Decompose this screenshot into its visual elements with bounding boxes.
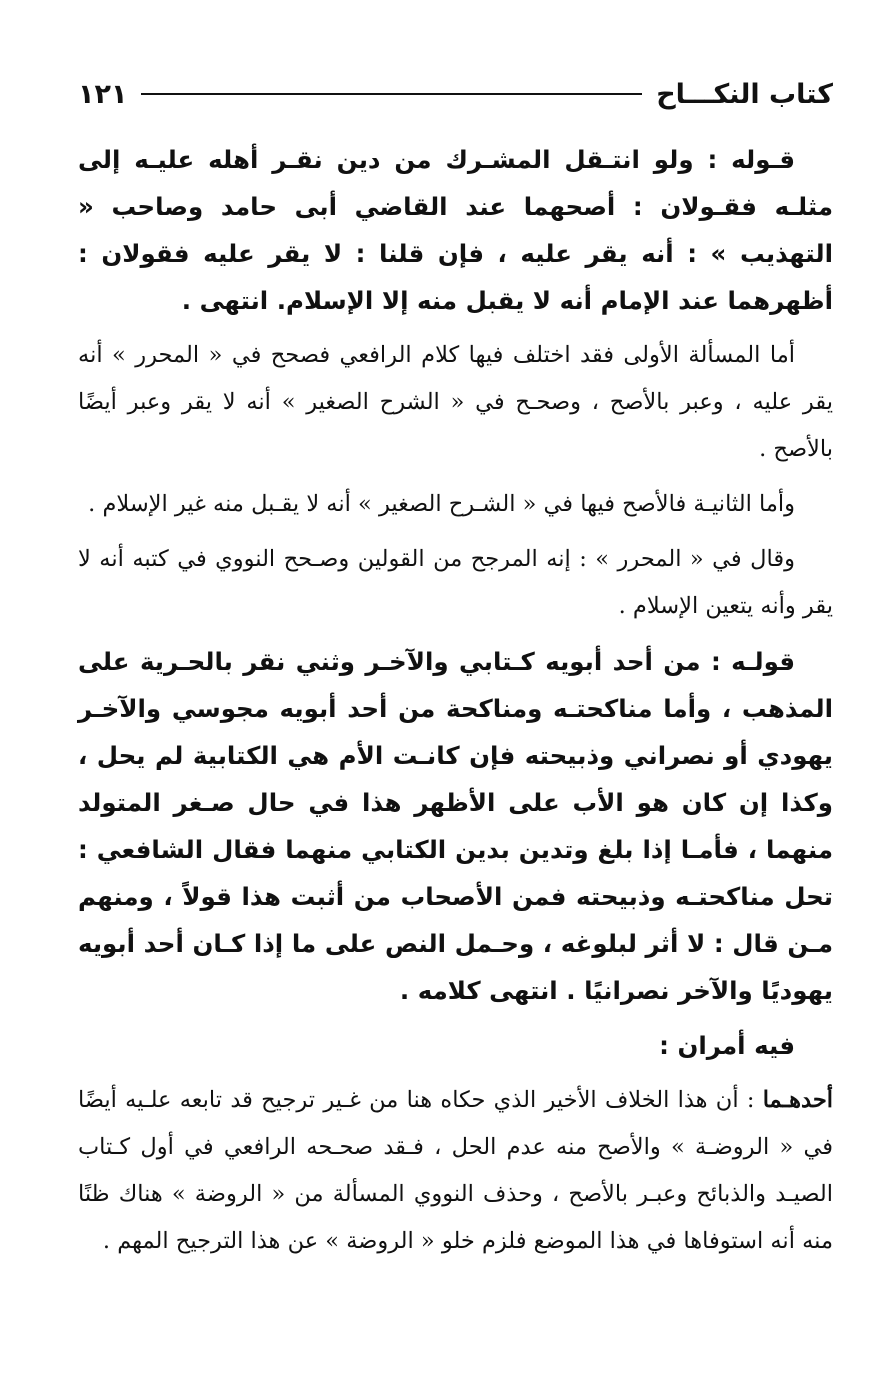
- page-header: [78, 72, 833, 116]
- first-matter-text: : أن هذا الخلاف الأخير الذي حكاه هنا من غـير ترجيح قد تابعه علـيه أيضًا في « الروضـة » والأصح منه عدم الحل ، فـقد صحـحه الرافعي في أول كـتاب الصيـد والذبائح وعبـر بالأصح ، وحذف النووي المسألة من « الروضة » هناك ظنًا منه أنه استوفاها في هذا الموضع فلزم خلو « الروضة » عن هذا الترجيح المهم .: [78, 1087, 834, 1254]
- chapter-title: كتاب النكـــاح: [656, 78, 833, 110]
- paragraph-commentary-1: أما المسألة الأولى فقد اختلف فيها كلام الرافعي فصحح في « المحرر » أنه يقر عليه ، وعبر بالأصح ، وصحـح في « الشرح الصغير » أنه لا يقر وعبر أيضًا بالأصح .: [78, 342, 833, 462]
- paragraph-quote-1: قـوله : ولو انتـقل المشـرك من دين نقـر أهله عليـه إلى مثلـه فقـولان : أصحهما عند القاضي أبى حامد وصاحب « التهذيب » : أنه يقر عليه ، فإن قلنا : لا يقر عليه فقولان : أظهرهما عند الإمام أنه لا يقبل منه إلا الإسلام. انتهى .: [78, 145, 833, 315]
- first-matter-lead: أحدهـما: [762, 1087, 833, 1113]
- paragraph-quote-2: قولـه : من أحد أبويه كـتابي والآخـر وثني نقر بالحـرية على المذهب ، وأما مناكحتـه ومناكحة من أحد أبويه مجوسي والآخـر يهودي أو نصراني وذبيحته فإن كانـت الأم هي الكتابية لم يحل ، وكذا إن كان هو الأب على الأظهر هذا في حال صـغر المتولد منهما ، فأمـا إذا بلغ وتدين بدين الكتابي منهما فقال الشافعي : تحل مناكحتـه وذبيحته فمن الأصحاب من أثبت هذا قولاً ، ومنهم مـن قال : لا أثر لبلوغه ، وحـمل النص على ما إذا كـان أحد أبويه يهوديًا والآخر نصرانيًا . انتهى كلامه .: [78, 647, 833, 1005]
- header-rule: [141, 93, 642, 95]
- page-body: [78, 136, 833, 1273]
- paragraph-heading-two-matters: فيه أمران :: [659, 1031, 795, 1060]
- paragraph-commentary-3: وقال في « المحرر » : إنه المرجح من القولين وصـحح النووي في كتبه أنه لا يقر وأنه يتعين الإسلام .: [78, 546, 833, 619]
- paragraph-commentary-2: وأما الثانيـة فالأصح فيها في « الشـرح الصغير » أنه لا يقـبل منه غير الإسلام .: [88, 491, 795, 517]
- paragraph-first-matter: [78, 1077, 833, 1265]
- page-number: ١٢١: [78, 78, 128, 110]
